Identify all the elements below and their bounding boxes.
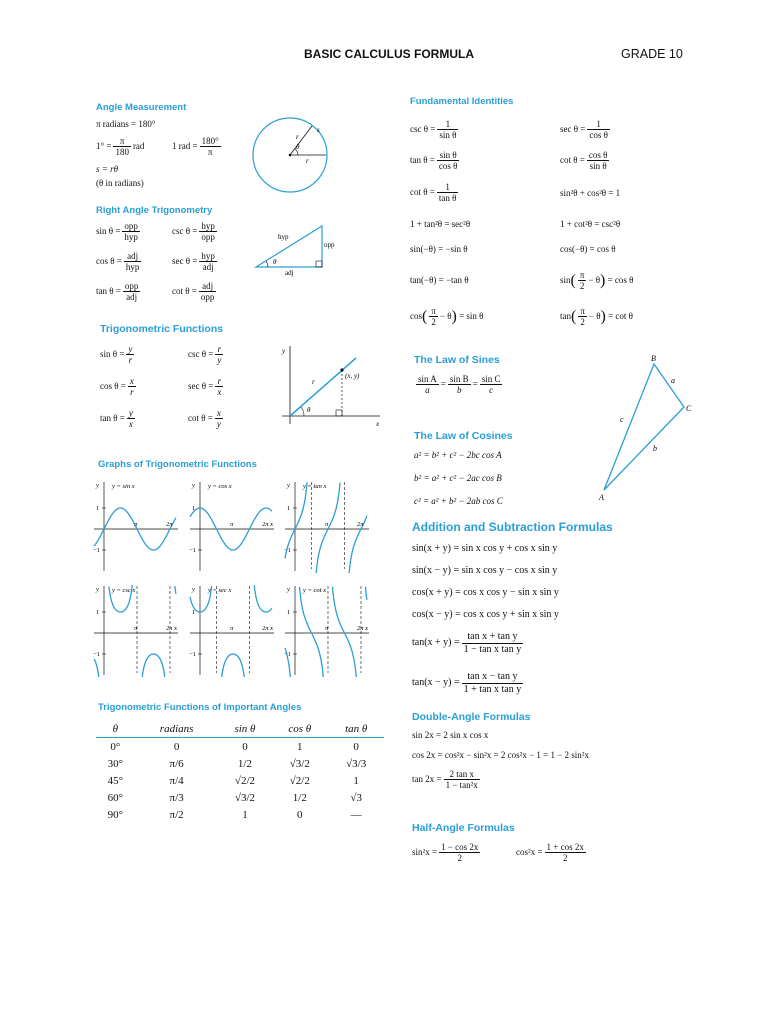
table-cell: 90° bbox=[107, 808, 123, 821]
table-cell: √2/2 bbox=[234, 774, 255, 787]
negative-cos-identity: cos(−θ) = cos θ bbox=[560, 244, 616, 254]
table-header: cos θ bbox=[271, 720, 328, 738]
cofunction-sin-identity: sin ( $\frac{\pi}{2}$ − θ ) = cos θ bbox=[560, 270, 634, 292]
formula-sec: sec θ = $\frac{r}{x}$ bbox=[188, 376, 222, 398]
one-label: 1 bbox=[96, 609, 100, 616]
formula-cos: cos θ = $\frac{x}{r}$ bbox=[100, 376, 134, 398]
cot-identity-1: cot θ = $\frac{\text{cos θ}}{\text{sin θ}}$ bbox=[560, 150, 608, 172]
table-header: θ bbox=[96, 720, 135, 738]
formula-tan: tan θ = $\frac{y}{x}$ bbox=[100, 408, 133, 430]
tick-pi: π bbox=[324, 521, 329, 528]
tan-double-angle: tan 2x = $\frac{\text{2 tan x}}{\text{1 − tan²x}}$ bbox=[412, 769, 478, 791]
sin-sum-formula: sin(x + y) = sin x cos y + cos x sin y bbox=[412, 543, 558, 554]
y-axis-label: y bbox=[282, 347, 286, 355]
formula-cot: cot θ = $\frac{\text{adj}}{\text{opp}}$ bbox=[172, 281, 215, 303]
y-axis-label: y bbox=[96, 586, 99, 593]
negative-tan-identity: tan(−θ) = −tan θ bbox=[410, 275, 469, 285]
law-of-cosines-b: b² = a² + c² − 2ac cos B bbox=[414, 473, 502, 483]
table-cell: 1/2 bbox=[292, 791, 307, 804]
one-label: 1 bbox=[96, 505, 100, 512]
adj-label: adj bbox=[285, 269, 294, 277]
neg-one-label: −1 bbox=[93, 547, 100, 554]
cot-identity-2: cot θ = $\frac{1}{\text{tan θ}}$ bbox=[410, 182, 457, 204]
neg-one-label: −1 bbox=[189, 547, 196, 554]
arc-label: s bbox=[317, 126, 320, 134]
tick-two-pi: 2π x bbox=[356, 625, 369, 632]
table-cell: π/2 bbox=[169, 808, 184, 821]
arc-length-formula: s = rθ bbox=[96, 164, 118, 174]
radian-formula: 1 rad = $\frac{180^\circ}{\pi}$ bbox=[172, 136, 219, 158]
pythagorean-identity-2: 1 + tan²θ = sec²θ bbox=[410, 219, 471, 229]
graph-title: y = cot x bbox=[303, 587, 326, 594]
grade-label: GRADE 10 bbox=[621, 47, 683, 61]
cofunction-cos-identity: cos ( $\frac{\pi}{2}$ − θ ) = sin θ bbox=[410, 306, 484, 328]
sin-half-angle: sin²x = $\frac{1 - \cos 2x}{2}$ bbox=[412, 842, 479, 864]
formula-csc: csc θ = $\frac{\text{hyp}}{\text{opp}}$ bbox=[172, 221, 215, 243]
page-title: BASIC CALCULUS FORMULA bbox=[304, 47, 474, 61]
graphs-heading: Graphs of Trigonometric Functions bbox=[98, 459, 257, 470]
table-cell: 0 bbox=[297, 808, 303, 821]
tick-two-pi: 2π bbox=[356, 521, 364, 528]
table-cell: √2/2 bbox=[289, 774, 310, 787]
table-cell: 30° bbox=[107, 757, 123, 770]
graph-sin bbox=[92, 478, 182, 573]
cos-double-angle: cos 2x = cos²x − sin²x = 2 cos²x − 1 = 1 − 2 sin²x bbox=[412, 750, 589, 760]
neg-one-label: −1 bbox=[189, 651, 196, 658]
unit-circle-diagram bbox=[250, 115, 330, 195]
negative-sin-identity: sin(−θ) = −sin θ bbox=[410, 244, 468, 254]
formula-tan: tan θ = $\frac{\text{opp}}{\text{adj}}$ bbox=[96, 281, 139, 303]
important-angles-table bbox=[96, 720, 384, 823]
tick-pi: π bbox=[133, 625, 138, 632]
table-cell: 0 bbox=[173, 740, 180, 753]
table-cell: 60° bbox=[107, 791, 123, 804]
side-a: a bbox=[671, 376, 675, 385]
tick-pi: π bbox=[229, 521, 234, 528]
y-axis-label: y bbox=[287, 482, 290, 489]
tick-pi: π bbox=[133, 521, 138, 528]
y-axis-label: y bbox=[287, 586, 290, 593]
right-triangle-diagram bbox=[252, 222, 352, 277]
degree-formula: 1° = $\frac{\pi}{180}$ rad bbox=[96, 136, 145, 158]
sin-double-angle: sin 2x = 2 sin x cos x bbox=[412, 730, 489, 740]
table-cell: √3 bbox=[350, 791, 362, 804]
pi-radians-formula: π radians = 180° bbox=[96, 119, 156, 129]
addition-formulas-heading: Addition and Subtraction Formulas bbox=[412, 520, 613, 534]
formula-cot: cot θ = $\frac{x}{y}$ bbox=[188, 408, 221, 430]
table-cell: 1 bbox=[353, 774, 359, 787]
sec-identity: sec θ = $\frac{1}{\text{cos θ}}$ bbox=[560, 119, 608, 141]
table-row bbox=[96, 738, 384, 756]
table-cell: √3/3 bbox=[346, 757, 367, 770]
table-cell: √3/2 bbox=[289, 757, 310, 770]
tick-two-pi: 2π bbox=[165, 521, 173, 528]
r-label: r bbox=[312, 378, 315, 386]
table-row bbox=[96, 755, 384, 772]
one-label: 1 bbox=[287, 609, 291, 616]
one-label: 1 bbox=[192, 609, 196, 616]
table-header: sin θ bbox=[219, 720, 272, 738]
graph-sec bbox=[188, 582, 278, 677]
csc-identity: csc θ = $\frac{1}{\text{sin θ}}$ bbox=[410, 119, 457, 141]
cofunction-tan-identity: tan ( $\frac{\pi}{2}$ − θ ) = cot θ bbox=[560, 306, 633, 328]
side-b: b bbox=[653, 444, 657, 453]
angle-measurement-heading: Angle Measurement bbox=[96, 102, 187, 113]
vertex-a: A bbox=[599, 493, 604, 502]
tan-difference-formula: tan(x − y) = $\frac{\text{tan x − tan y}}{\text{1 + tan x tan y}}$ bbox=[412, 671, 522, 695]
table-header: radians bbox=[135, 720, 219, 738]
theta-label: θ bbox=[296, 143, 300, 151]
tan-sum-formula: tan(x + y) = $\frac{\text{tan x + tan y}}{\text{1 − tan x tan y}}$ bbox=[412, 631, 522, 655]
law-of-cosines-c: c² = a² + b² − 2ab cos C bbox=[414, 496, 503, 506]
table-cell: 0 bbox=[242, 740, 248, 753]
pythagorean-identity-3: 1 + cot²θ = csc²θ bbox=[560, 219, 621, 229]
graph-title: y = tan x bbox=[303, 483, 327, 490]
table-cell: π/4 bbox=[169, 774, 184, 787]
opp-label: opp bbox=[324, 241, 335, 249]
half-angle-heading: Half-Angle Formulas bbox=[412, 822, 515, 834]
table-cell: 1 bbox=[242, 808, 248, 821]
formula-csc: csc θ = $\frac{r}{y}$ bbox=[188, 344, 222, 366]
law-of-cosines-a: a² = b² + c² − 2bc cos A bbox=[414, 450, 502, 460]
right-angle-heading: Right Angle Trigonometry bbox=[96, 205, 213, 216]
theta-label: θ bbox=[273, 258, 277, 266]
tan-identity: tan θ = $\frac{\text{sin θ}}{\text{cos θ}}$ bbox=[410, 150, 458, 172]
one-label: 1 bbox=[192, 505, 196, 512]
graph-title: y = csc x bbox=[112, 587, 136, 594]
table-row bbox=[96, 806, 384, 823]
neg-one-label: −1 bbox=[93, 651, 100, 658]
graph-cot bbox=[283, 582, 373, 677]
cos-difference-formula: cos(x − y) = cos x cos y + sin x sin y bbox=[412, 609, 559, 620]
hyp-label: hyp bbox=[278, 233, 289, 241]
formula-cos: cos θ = $\frac{\text{adj}}{\text{hyp}}$ bbox=[96, 251, 140, 273]
graph-cos bbox=[188, 478, 278, 573]
graph-title: y = sec x bbox=[208, 587, 232, 594]
cos-half-angle: cos²x = $\frac{1 + \cos 2x}{2}$ bbox=[516, 842, 584, 864]
double-angle-heading: Double-Angle Formulas bbox=[412, 711, 531, 723]
table-cell: π/3 bbox=[169, 791, 184, 804]
tick-two-pi: 2π x bbox=[261, 521, 274, 528]
cos-sum-formula: cos(x + y) = cos x cos y − sin x sin y bbox=[412, 587, 559, 598]
table-cell: 1 bbox=[297, 740, 303, 753]
x-axis-label: x bbox=[376, 420, 380, 428]
tick-pi: π bbox=[324, 625, 329, 632]
tick-two-pi: 2π x bbox=[165, 625, 178, 632]
table-cell: 0 bbox=[353, 740, 359, 753]
neg-one-label: −1 bbox=[284, 547, 291, 554]
table-cell: 0° bbox=[110, 740, 121, 753]
table-cell: 45° bbox=[107, 774, 123, 787]
table-row bbox=[96, 772, 384, 789]
formula-sec: sec θ = $\frac{\text{hyp}}{\text{adj}}$ bbox=[172, 251, 215, 273]
graph-title: y = cos x bbox=[208, 483, 232, 490]
tick-two-pi: 2π x bbox=[261, 625, 274, 632]
important-angles-heading: Trigonometric Functions of Important Angles bbox=[98, 702, 302, 713]
vertex-b: B bbox=[651, 354, 656, 363]
y-axis-label: y bbox=[192, 586, 195, 593]
graph-csc bbox=[92, 582, 182, 677]
trig-functions-heading: Trigonometric Functions bbox=[100, 323, 224, 335]
neg-one-label: −1 bbox=[284, 651, 291, 658]
graph-tan bbox=[283, 478, 373, 573]
point-label: (x, y) bbox=[345, 372, 360, 380]
graph-title: y = sin x bbox=[112, 483, 135, 490]
y-axis-label: y bbox=[96, 482, 99, 489]
tick-pi: π bbox=[229, 625, 234, 632]
y-axis-label: y bbox=[192, 482, 195, 489]
table-cell: π/6 bbox=[169, 757, 184, 770]
table-row bbox=[96, 789, 384, 806]
law-of-cosines-heading: The Law of Cosines bbox=[414, 430, 513, 442]
table-cell: — bbox=[350, 808, 362, 821]
vertex-c: C bbox=[686, 404, 692, 413]
table-cell: 1/2 bbox=[237, 757, 252, 770]
law-of-sines-formula: $\frac{\text{sin A}}{a}$ = $\frac{\text{sin B}}{b}$ = $\frac{\text{sin C}}{c}$ bbox=[418, 374, 501, 396]
radians-note: (θ in radians) bbox=[96, 178, 144, 188]
oblique-triangle-diagram bbox=[590, 350, 700, 505]
law-of-sines-heading: The Law of Sines bbox=[414, 354, 500, 366]
one-label: 1 bbox=[287, 505, 291, 512]
table-cell: √3/2 bbox=[234, 791, 255, 804]
fundamental-identities-heading: Fundamental Identities bbox=[410, 96, 514, 107]
pythagorean-identity-1: sin²θ + cos²θ = 1 bbox=[560, 188, 621, 198]
formula-sin: sin θ = $\frac{\text{opp}}{\text{hyp}}$ bbox=[96, 221, 138, 243]
xy-plane-diagram bbox=[276, 342, 386, 432]
side-c: c bbox=[620, 415, 624, 424]
radius-label-2: r bbox=[306, 157, 309, 165]
table-header: tan θ bbox=[328, 720, 384, 738]
radius-label-1: r bbox=[296, 133, 299, 141]
theta-label: θ bbox=[307, 406, 311, 414]
formula-sin: sin θ = $\frac{y}{r}$ bbox=[100, 344, 133, 366]
sin-difference-formula: sin(x − y) = sin x cos y − cos x sin y bbox=[412, 565, 558, 576]
